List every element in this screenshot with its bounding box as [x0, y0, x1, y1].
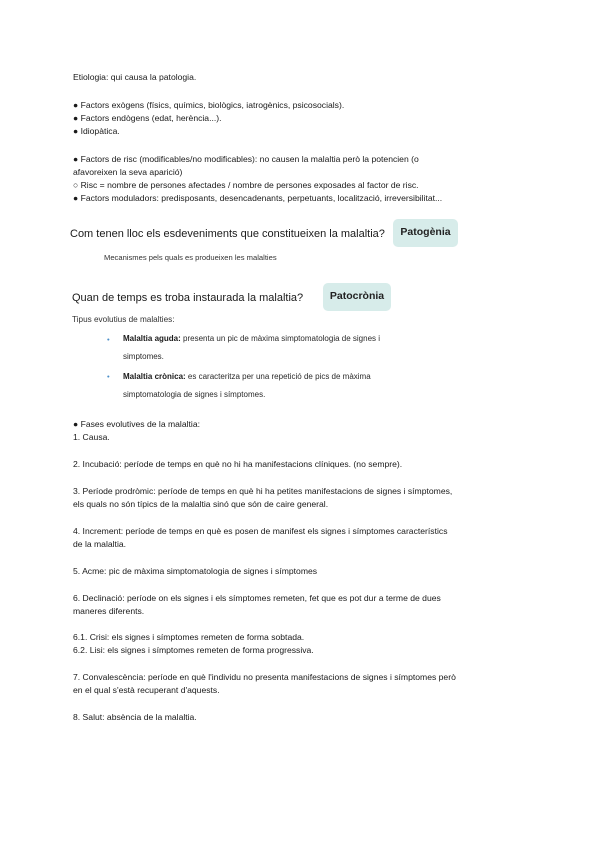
fase-line: 4. Increment: període de temps en què es posen de manifest els signes i símptomes característics [73, 526, 448, 536]
risc-line: ● Factors moduladors: predisposants, desencadenants, perpetuants, localització, irreversibilitat... [73, 193, 443, 203]
desc: es caracteritza per una repetició de pics de màxima [185, 372, 371, 381]
malaltia-cronica-cont: simptomatologia de signes i símptomes. [123, 390, 266, 399]
malaltia-aguda-line [123, 334, 380, 343]
fase-line: de la malaltia. [73, 539, 127, 549]
fase-line: 1. Causa. [73, 432, 110, 442]
patogenia-question: Com tenen lloc els esdeveniments que constitueixen la malaltia? [70, 228, 385, 240]
fase-line: 7. Convalescència: període en què l'individu no presenta manifestacions de signes i símptomes però [73, 672, 456, 682]
risc-line: ○ Risc = nombre de persones afectades / nombre de persones exposades al factor de risc. [73, 180, 419, 190]
fase-line: en el qual s'està recuperant d'aquests. [73, 685, 220, 695]
malaltia-aguda-cont: simptomes. [123, 352, 164, 361]
fase-line: 8. Salut: absència de la malaltia. [73, 712, 197, 722]
fase-line: 5. Acme: pic de màxima simptomatologia de signes i símptomes [73, 566, 318, 576]
desc: presenta un pic de màxima simptomatologia de signes i [180, 334, 381, 343]
patogenia-subtitle: Mecanismes pels quals es produeixen les malalties [104, 253, 277, 262]
malaltia-cronica-line [123, 372, 371, 381]
fase-line: 6.1. Crisi: els signes i símptomes remeten de forma sobtada. [73, 632, 305, 642]
bullet-icon: • [107, 335, 110, 344]
fase-line: 2. Incubació: període de temps en què no hi ha manifestacions clíniques. (no sempre). [73, 459, 403, 469]
fases-title: ● Fases evolutives de la malaltia: [73, 419, 200, 429]
patogenia-tag: Patogènia [393, 219, 458, 247]
factor-line: ● Factors endògens (edat, herència...). [73, 113, 222, 123]
patocronia-tag: Patocrònia [323, 283, 391, 311]
fase-line: maneres diferents. [73, 606, 145, 616]
term: Malaltia aguda: [123, 334, 181, 343]
fase-line: 6.2. Lisi: els signes i símptomes remeten de forma progressiva. [73, 645, 314, 655]
risc-line: ● Factors de risc (modificables/no modificables): no causen la malaltia però la potencien (o [73, 154, 419, 164]
patocronia-subtitle: Tipus evolutius de malalties: [72, 315, 175, 324]
bullet-icon: • [107, 372, 110, 381]
fase-line: 3. Període prodròmic: període de temps en què hi ha petites manifestacions de signes i símptomes, [73, 486, 453, 496]
factor-line: ● Factors exògens (físics, químics, biològics, iatrogènics, psicosocials). [73, 100, 345, 110]
patocronia-question: Quan de temps es troba instaurada la malaltia? [72, 292, 304, 304]
risc-line: afavoreixen la seva aparició) [73, 167, 183, 177]
factor-line: ● Idiopàtica. [73, 126, 120, 136]
fase-line: 6. Declinació: període on els signes i els símptomes remeten, fet que es pot dur a terme de dues [73, 593, 441, 603]
etiologia-line: Etiologia: qui causa la patologia. [73, 72, 197, 82]
fase-line: els quals no són típics de la malaltia sinó que són de caire general. [73, 499, 329, 509]
term: Malaltia crònica: [123, 372, 186, 381]
